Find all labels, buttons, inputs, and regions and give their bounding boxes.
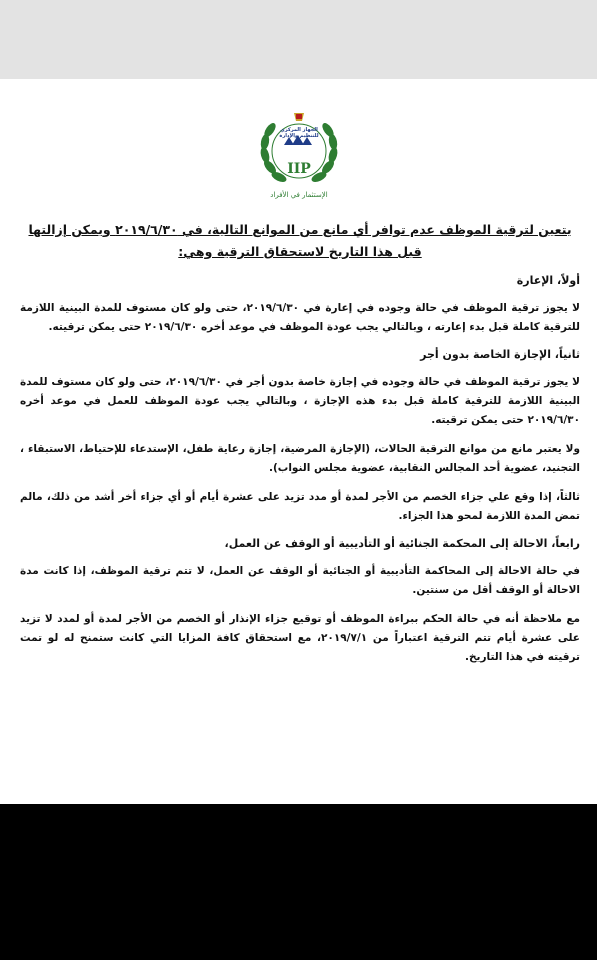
bottom-black-area (0, 804, 597, 960)
document-title: يتعين لترقية الموظف عدم توافر أي مانع من الموانع التالية، في ٢٠١٩/٦/٣٠ ويمكن إزالتها قبل هذا التاريخ لاستحقاق الترقية وهي: (28, 222, 572, 259)
section-paragraph: في حالة الاحالة إلى المحاكمة التأديبية أو الجنائية أو الوقف عن العمل، لا تتم ترقية الموظف، إذا كانت مدة الاحالة أو الوقف أقل من سنتين. (20, 565, 580, 596)
top-gray-bar (0, 0, 597, 79)
section-paragraph: مع ملاحظة أنه في حالة الحكم ببراءة الموظف أو توقيع جزاء الإنذار أو الخصم من الأجر لمدة أو لمدد لا تزيد على عشرة أيام تتم الترقية اعتباراً من ٢٠١٩/٧/١، مع استحقاق كافة المزايا التي كانت ستمنح له لو تمت ترقيته في هذا التاريخ. (20, 613, 580, 663)
section-heading: ثانياً، الإجازة الخاصة بدون أجر (420, 348, 580, 361)
logo-caption: الإستثمار في الأفراد (270, 191, 328, 199)
logo-initials: IIP (287, 161, 311, 177)
document-body (20, 219, 580, 677)
laurel-emblem-icon (256, 107, 342, 193)
section-heading: أولاً، الإعارة (516, 274, 580, 287)
section-heading: رابعاً، الاحالة إلى المحكمة الجنائية أو التأديبية أو الوقف عن العمل، (224, 537, 580, 550)
iip-logo (256, 107, 342, 193)
section-paragraph: ولا يعتبر مانع من موانع الترقية الحالات، (الإجازة المرضية، إجازة رعاية طفل، الإستدعاء للإحتياط، الاستبقاء ، التجنيد، عضوية أحد المجالس النقابية، عضوية مجلس النواب). (20, 443, 580, 474)
document-page (0, 79, 597, 804)
section-paragraph: لا يجوز ترقية الموظف في حالة وجوده في إعارة في ٢٠١٩/٦/٣٠، حتى ولو كان مستوف للمدة البينية اللازمة للترقية كاملة قبل بدء إعارته ، وبالتالي يجب عودة الموظف في موعد أخره ٢٠١٩/٦/٣٠ حتى يمكن ترقيته. (20, 302, 580, 333)
section-paragraph: لا يجوز ترقية الموظف في حالة وجوده في إجازة خاصة بدون أجر في ٢٠١٩/٦/٣٠، حتى ولو كان مستوف للمدة البينية اللازمة للترقية كاملة قبل بدء هذه الإجازة ، وبالتالي يجب عودة الموظف للعمل في موعد أخره ٢٠١٩/٦/٣٠ حتى يمكن ترقيته. (20, 376, 580, 426)
logo-org-name: الجهاز المركزي للتنظيم والإدارة (279, 127, 319, 139)
section-paragraph: ثالثاً، إذا وقع علي جزاء الخصم من الأجر لمدة أو مدد تزيد على عشرة أيام أو أي جزاء أخر أشد من ذلك، مالم تمض المدة اللازمة لمحو هذا الجزاء. (20, 491, 580, 522)
